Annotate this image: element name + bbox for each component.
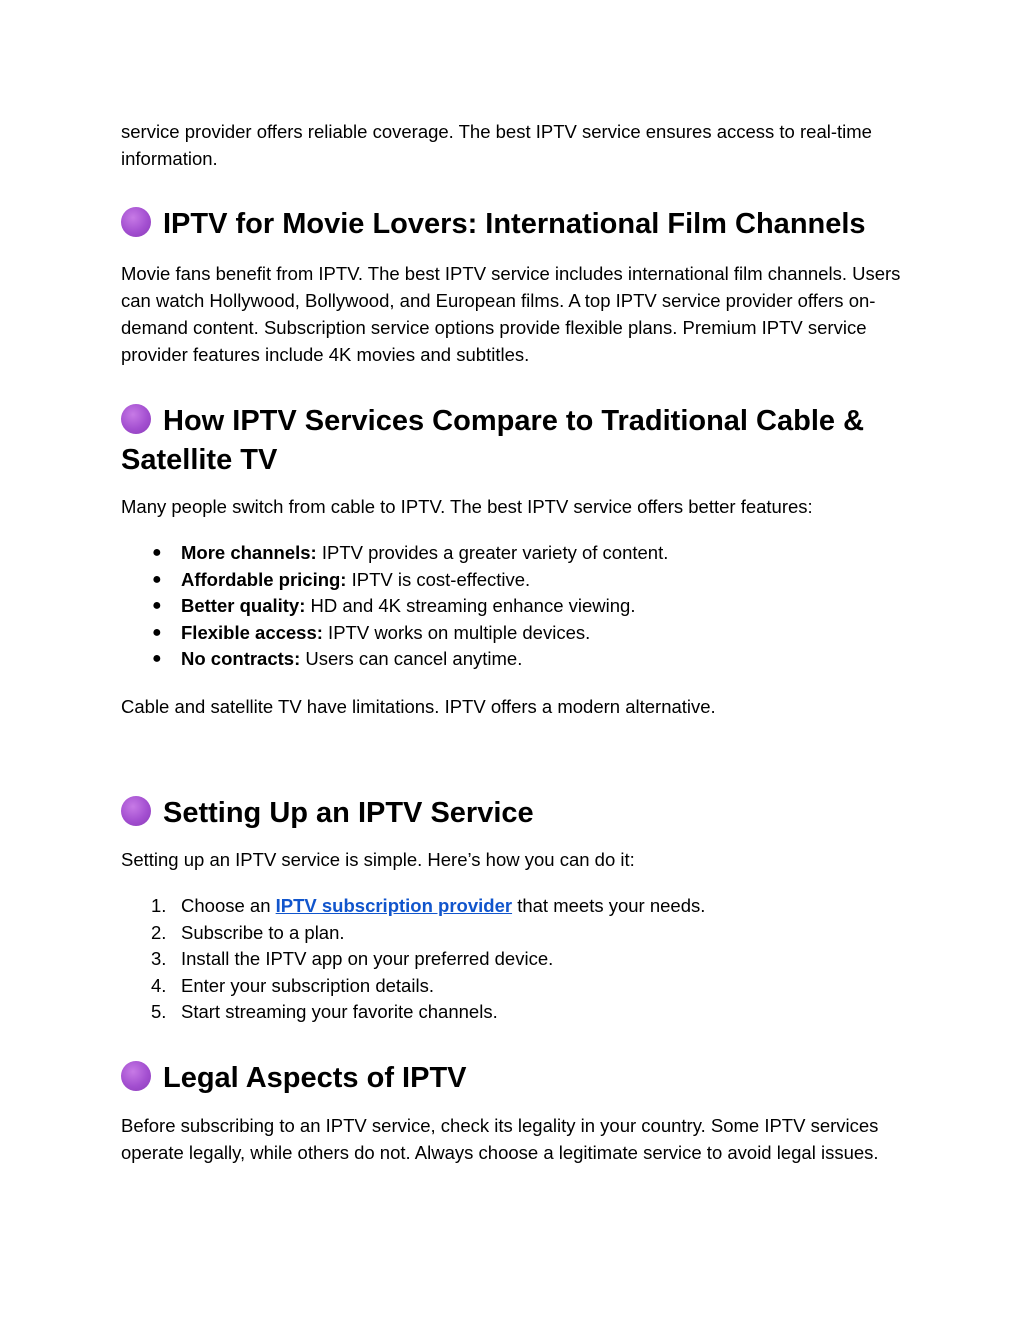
list-item-label: Flexible access: [181, 621, 323, 643]
list-item [121, 999, 911, 1026]
step-text: Choose an [181, 894, 276, 916]
step-text: that meets your needs. [512, 894, 706, 916]
list-bullet: ● [152, 623, 162, 641]
setup-steps-list [121, 893, 911, 1026]
list-item-text: HD and 4K streaming enhance viewing. [305, 595, 636, 617]
feature-list [121, 540, 911, 673]
list-item [121, 646, 911, 673]
step-number: 3. [151, 948, 167, 970]
step-text: Subscribe to a plan. [181, 921, 345, 943]
step-number: 1. [151, 894, 167, 916]
list-item [121, 567, 911, 594]
iptv-subscription-provider-link[interactable]: IPTV subscription provider [275, 894, 513, 916]
list-bullet: ● [152, 570, 162, 588]
list-item-text: IPTV is cost-effective. [346, 568, 531, 590]
list-item [121, 540, 911, 567]
purple-circle-icon [121, 404, 151, 434]
list-bullet: ● [152, 650, 162, 668]
section-heading-text: Setting Up an IPTV Service [163, 796, 534, 829]
step-number: 2. [151, 921, 167, 943]
compare-closing-paragraph: Cable and satellite TV have limitations. IPTV offers a modern alternative. [121, 695, 716, 717]
list-item-text: Users can cancel anytime. [300, 648, 523, 670]
list-item-label: More channels: [181, 542, 317, 563]
list-item [121, 893, 911, 920]
list-item [121, 620, 911, 647]
list-item [121, 593, 911, 620]
list-item-text: IPTV works on multiple devices. [322, 621, 591, 643]
legal-paragraph: Before subscribing to an IPTV service, check its legality in your country. Some IPTV services operate legally, while others do not. Always choose a legitimate service to avoid legal issues. [121, 1114, 879, 1163]
section-heading-text: IPTV for Movie Lovers: International Film Channels [163, 208, 866, 240]
purple-circle-icon [121, 207, 151, 237]
list-item [121, 920, 911, 947]
list-item-label: Affordable pricing: [181, 568, 347, 590]
purple-circle-icon [121, 796, 151, 826]
list-item [121, 973, 911, 1000]
compare-intro-paragraph: Many people switch from cable to IPTV. The best IPTV service offers better features: [121, 496, 813, 517]
list-bullet: ● [152, 544, 162, 561]
section-heading-movie-lovers [121, 205, 911, 244]
section-heading-text: How IPTV Services Compare to Traditional Cable & Satellite TV [121, 405, 865, 476]
movie-lovers-paragraph: Movie fans benefit from IPTV. The best IPTV service includes international film channels. Users can watch Hollywood, Bollywood, and European films. A top IPTV service provider offers on-demand content. Subscription service options provide flexible plans. Premium IPTV service provider features include 4K movies and subtitles. [121, 263, 901, 365]
list-item-label: Better quality: [181, 595, 306, 617]
purple-circle-icon [121, 1061, 151, 1091]
section-heading-setup [121, 794, 911, 833]
step-text: Enter your subscription details. [181, 974, 434, 996]
list-bullet: ● [152, 597, 162, 615]
step-number: 4. [151, 974, 167, 996]
step-number: 5. [151, 1001, 167, 1023]
list-item-label: No contracts: [181, 648, 301, 670]
step-text: Start streaming your favorite channels. [181, 1001, 498, 1023]
step-text: Install the IPTV app on your preferred device. [181, 948, 554, 970]
section-heading-compare [121, 402, 911, 480]
intro-paragraph: service provider offers reliable coverage. The best IPTV service ensures access to real-time information. [121, 121, 872, 169]
section-heading-text: Legal Aspects of IPTV [163, 1061, 467, 1094]
list-item [121, 946, 911, 973]
section-heading-legal [121, 1059, 911, 1098]
setup-intro-paragraph: Setting up an IPTV service is simple. Here’s how you can do it: [121, 848, 635, 870]
list-item-text: IPTV provides a greater variety of content. [316, 542, 669, 563]
document-page [121, 118, 911, 1166]
